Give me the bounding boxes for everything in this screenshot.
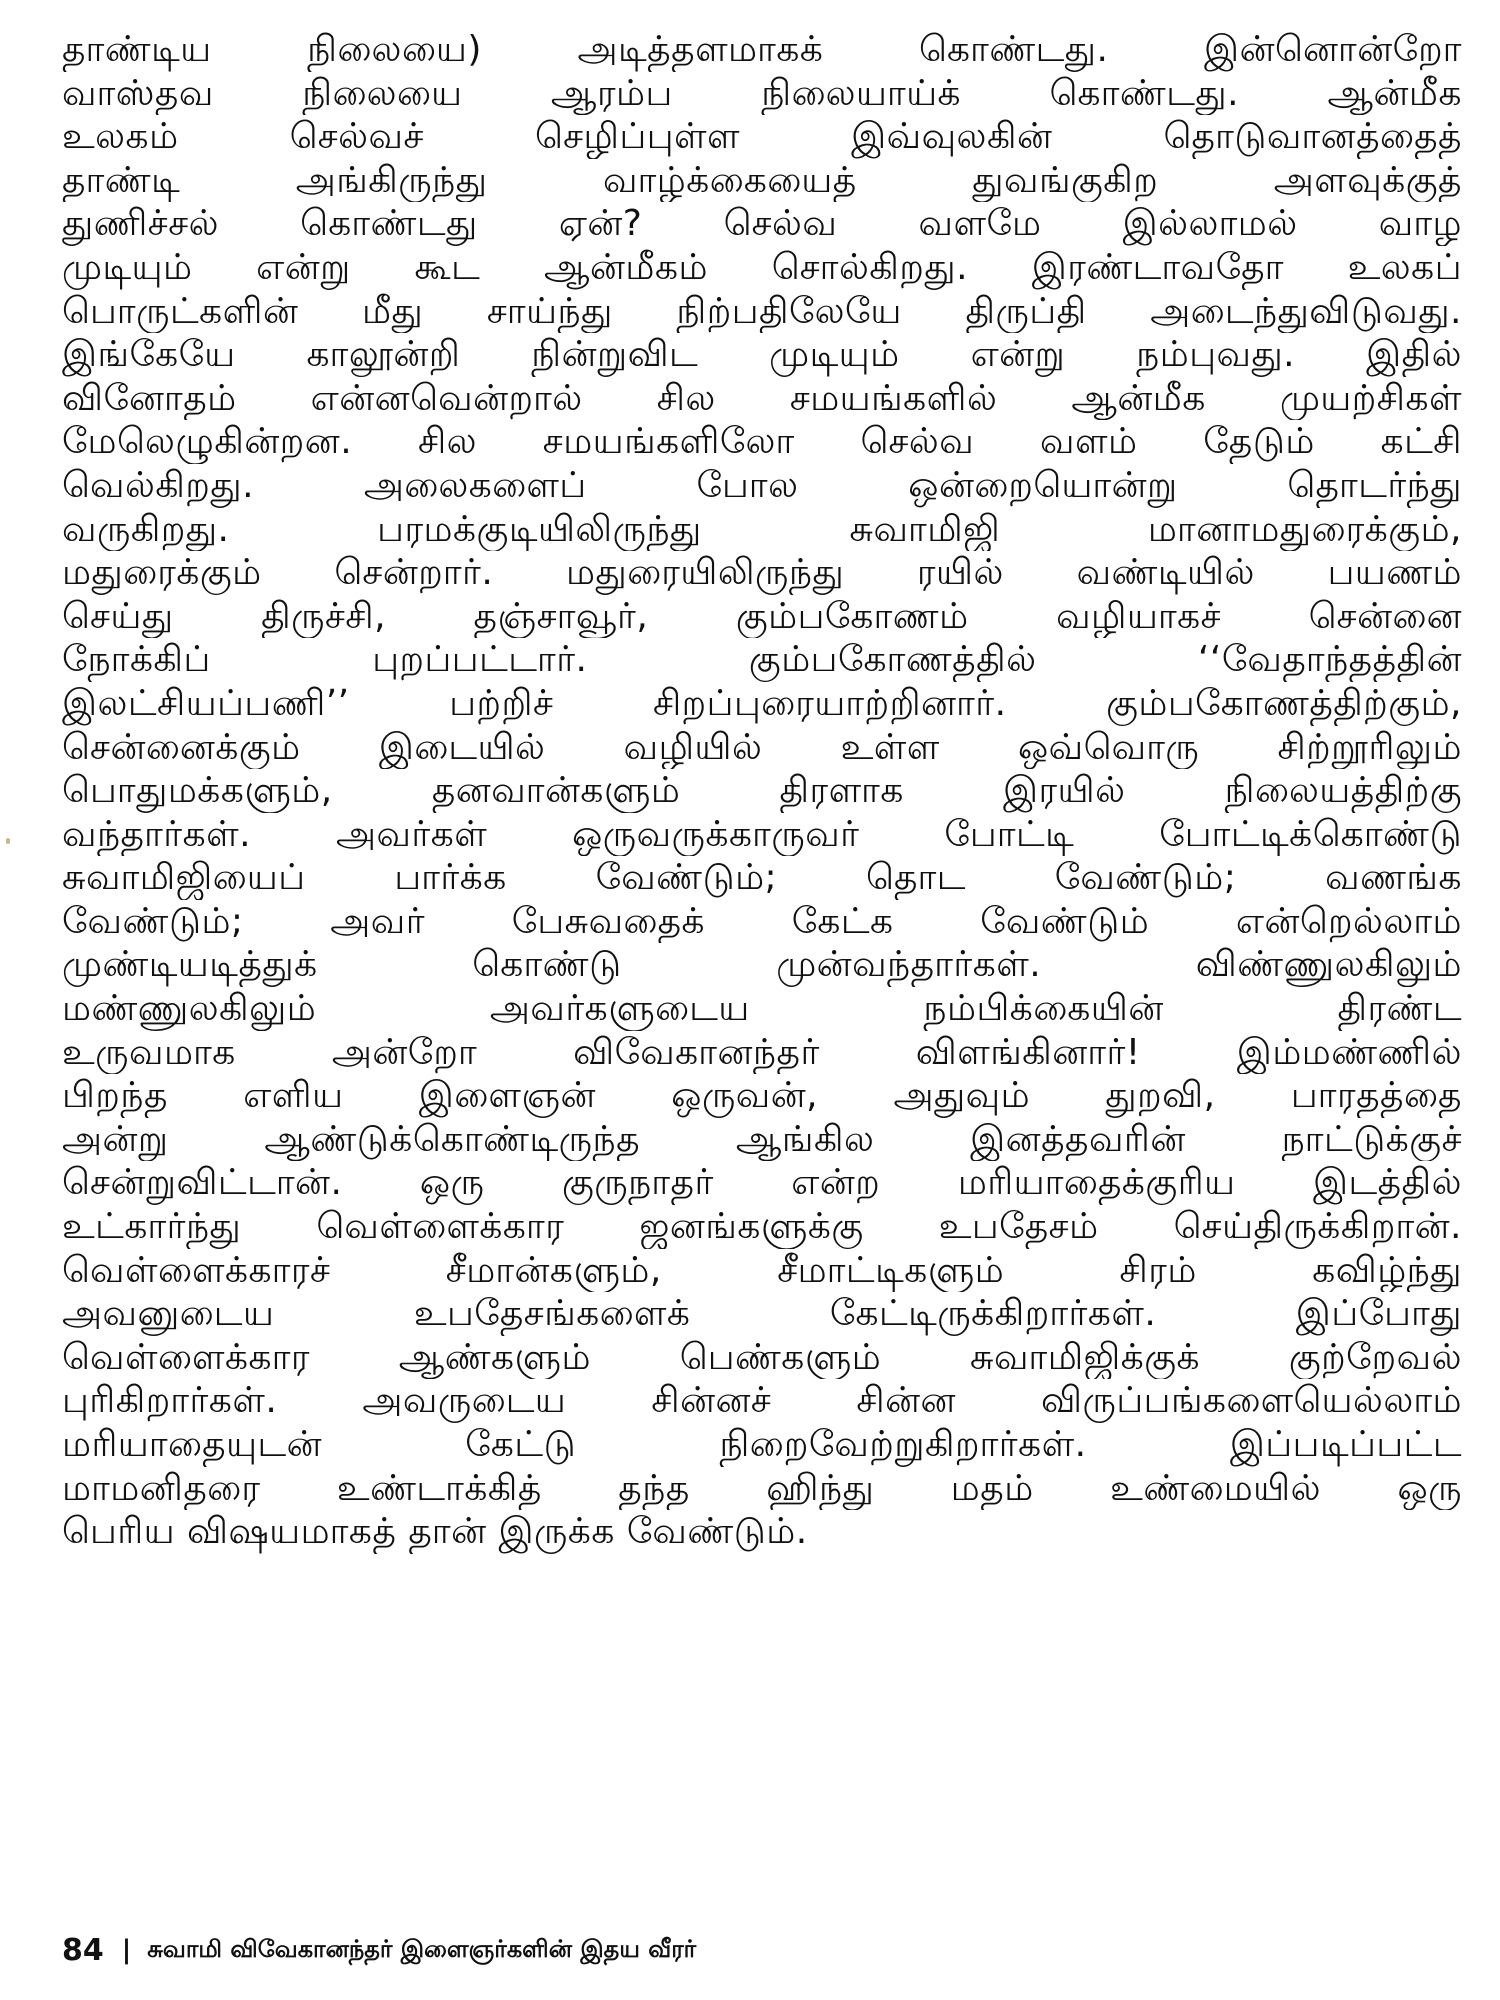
text-line: மதுரைக்கும் சென்றார். மதுரையிலிருந்து ரயில் வண்டியில் பயணம் bbox=[62, 552, 1462, 594]
text-line: உருவமாக அன்றோ விவேகானந்தர் விளங்கினார்! இம்மண்ணில் bbox=[62, 1031, 1462, 1073]
text-line: வருகிறது. பரமக்குடியிலிருந்து சுவாமிஜி மானாமதுரைக்கும், bbox=[62, 508, 1462, 550]
text-line: சென்னைக்கும் இடையில் வழியில் உள்ள ஒவ்வொரு சிற்றூரிலும் bbox=[62, 726, 1462, 768]
text-line: நோக்கிப் புறப்பட்டார். கும்பகோணத்தில் ‘‘வேதாந்தத்தின் bbox=[62, 639, 1462, 681]
text-line: செய்து திருச்சி, தஞ்சாவூர், கும்பகோணம் வழியாகச் சென்னை bbox=[62, 595, 1462, 637]
text-line: இங்கேயே காலூன்றி நின்றுவிட முடியும் என்று நம்புவது. இதில் bbox=[62, 334, 1462, 376]
text-line: தாண்டிய நிலையை) அடித்தளமாகக் கொண்டது. இன்னொன்றோ bbox=[62, 29, 1462, 70]
text-line: மாமனிதரை உண்டாக்கித் தந்த ஹிந்து மதம் உண்மையில் ஒரு bbox=[62, 1467, 1462, 1509]
text-line: துணிச்சல் கொண்டது ஏன்? செல்வ வளமே இல்லாமல் வாழ bbox=[62, 203, 1462, 245]
running-title: சுவாமி விவேகானந்தர் இளைஞர்களின் இதய வீரர் bbox=[147, 1934, 697, 1963]
margin-speck bbox=[6, 838, 10, 844]
text-line: அன்று ஆண்டுக்கொண்டிருந்த ஆங்கில இனத்தவரின் நாட்டுக்குச் bbox=[62, 1118, 1462, 1160]
body-paragraph bbox=[62, 28, 1462, 1554]
text-line: அவனுடைய உபதேசங்களைக் கேட்டிருக்கிறார்கள். இப்போது bbox=[62, 1293, 1462, 1335]
footer-separator: | bbox=[121, 1935, 132, 1965]
text-line: பொதுமக்களும், தனவான்களும் திரளாக இரயில் நிலையத்திற்கு bbox=[62, 770, 1462, 812]
text-line: உலகம் செல்வச் செழிப்புள்ள இவ்வுலகின் தொடுவானத்தைத் bbox=[62, 116, 1462, 158]
text-line: வாஸ்தவ நிலையை ஆரம்ப நிலையாய்க் கொண்டது. ஆன்மீக bbox=[62, 72, 1462, 114]
text-line: பொருட்களின் மீது சாய்ந்து நிற்பதிலேயே திருப்தி அடைந்துவிடுவது. bbox=[62, 290, 1462, 332]
page-footer bbox=[62, 1930, 696, 1970]
text-line: வெள்ளைக்கார ஆண்களும் பெண்களும் சுவாமிஜிக்குக் குற்றேவல் bbox=[62, 1336, 1462, 1378]
page-number: 84 bbox=[62, 1932, 104, 1968]
text-line: மேலெழுகின்றன. சில சமயங்களிலோ செல்வ வளம் தேடும் கட்சி bbox=[62, 421, 1462, 463]
text-line: மண்ணுலகிலும் அவர்களுடைய நம்பிக்கையின் திரண்ட bbox=[62, 988, 1462, 1030]
text-line: முடியும் என்று கூட ஆன்மீகம் சொல்கிறது. இரண்டாவதோ உலகப் bbox=[62, 246, 1462, 288]
text-line: தாண்டி அங்கிருந்து வாழ்க்கையைத் துவங்குகிற அளவுக்குத் bbox=[62, 159, 1462, 201]
text-line: புரிகிறார்கள். அவருடைய சின்னச் சின்ன விருப்பங்களையெல்லாம் bbox=[62, 1380, 1462, 1422]
text-line: வேண்டும்; அவர் பேசுவதைக் கேட்க வேண்டும் என்றெல்லாம் bbox=[62, 900, 1462, 942]
text-line: வந்தார்கள். அவர்கள் ஒருவருக்காருவர் போட்டி போட்டிக்கொண்டு bbox=[62, 813, 1462, 855]
text-line: உட்கார்ந்து வெள்ளைக்கார ஜனங்களுக்கு உபதேசம் செய்திருக்கிறான். bbox=[62, 1206, 1462, 1248]
text-line: வினோதம் என்னவென்றால் சில சமயங்களில் ஆன்மீக முயற்சிகள் bbox=[62, 377, 1462, 419]
text-line: சுவாமிஜியைப் பார்க்க வேண்டும்; தொட வேண்டும்; வணங்க bbox=[62, 857, 1462, 899]
text-line-last: பெரிய விஷயமாகத் தான் இருக்க வேண்டும். bbox=[62, 1511, 808, 1553]
text-line: பிறந்த எளிய இளைஞன் ஒருவன், அதுவும் துறவி, பாரதத்தை bbox=[62, 1075, 1462, 1117]
text-line: இலட்சியப்பணி’’ பற்றிச் சிறப்புரையாற்றினார். கும்பகோணத்திற்கும், bbox=[62, 682, 1462, 724]
text-line: வெல்கிறது. அலைகளைப் போல ஒன்றையொன்று தொடர்ந்து bbox=[62, 464, 1462, 506]
text-line: சென்றுவிட்டான். ஒரு குருநாதர் என்ற மரியாதைக்குரிய இடத்தில் bbox=[62, 1162, 1462, 1204]
text-line: வெள்ளைக்காரச் சீமான்களும், சீமாட்டிகளும் சிரம் கவிழ்ந்து bbox=[62, 1249, 1462, 1291]
text-line: மரியாதையுடன் கேட்டு நிறைவேற்றுகிறார்கள். இப்படிப்பட்ட bbox=[62, 1424, 1462, 1465]
text-line: முண்டியடித்துக் கொண்டு முன்வந்தார்கள். விண்ணுலகிலும் bbox=[62, 944, 1462, 986]
